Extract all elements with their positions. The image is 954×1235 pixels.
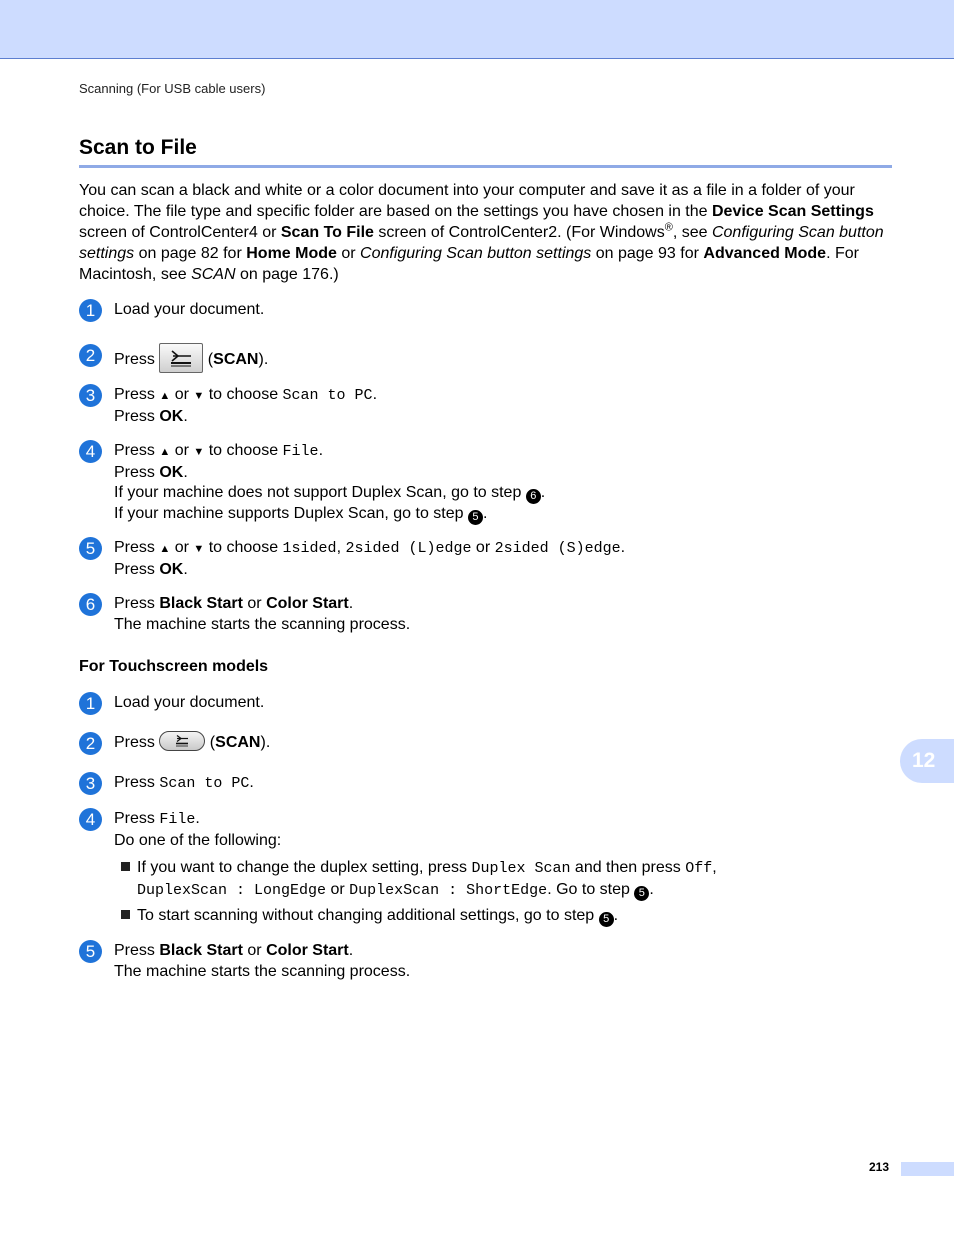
touchscreen-heading: For Touchscreen models: [79, 658, 269, 675]
ok-key-label: OK: [159, 463, 184, 481]
intro-text: on page 82 for: [134, 245, 247, 262]
step-reference-badge: 5: [634, 886, 649, 901]
step-body: [114, 594, 410, 635]
page-number: 213: [869, 1160, 890, 1174]
black-start-label: Black Start: [159, 942, 243, 959]
black-start-label: Black Start: [159, 595, 243, 612]
running-head: Scanning (For USB cable users): [79, 81, 266, 96]
intro-text: or: [336, 245, 361, 262]
step-text: .: [183, 560, 188, 578]
intro-text: screen of ControlCenter4 or: [79, 224, 281, 241]
color-start-label: Color Start: [266, 942, 349, 959]
ok-key-label: OK: [159, 560, 184, 578]
step-text: (: [203, 351, 214, 369]
step-text: .: [348, 595, 354, 612]
up-arrow-icon: ▲: [159, 446, 171, 458]
step-text: or: [471, 539, 495, 556]
step-body: [114, 809, 281, 851]
up-arrow-icon: ▲: [159, 390, 171, 402]
step-text: Press: [114, 442, 155, 459]
step-text: The machine starts the scanning process.: [114, 962, 411, 980]
step-text: If your machine supports Duplex Scan, go to step: [114, 505, 468, 522]
lcd-option: Duplex Scan: [471, 860, 571, 877]
registered-mark: ®: [664, 221, 673, 234]
step-text: .: [318, 442, 324, 459]
step-text: Press: [114, 810, 160, 827]
step-text: ).: [258, 351, 269, 369]
intro-link-config-1: Configuring Scan button settings: [79, 224, 884, 262]
step-text: Press: [114, 560, 160, 578]
step-reference-badge: 5: [468, 510, 483, 525]
intro-bold-advanced-mode: Advanced Mode: [703, 245, 827, 262]
step-text: .: [613, 907, 619, 924]
up-arrow-icon: ▲: [159, 543, 171, 555]
scan-key-label: SCAN: [215, 734, 261, 752]
section-title: Scan to File: [79, 136, 197, 159]
step-body: [114, 441, 545, 525]
step-text: or: [242, 942, 267, 959]
step-text: or: [170, 539, 194, 556]
step-body: [114, 941, 410, 982]
step-text: Press: [114, 407, 160, 425]
chapter-tab: 12: [900, 739, 954, 783]
lcd-option: 2sided (L)edge: [345, 540, 472, 557]
step-text: . Go to step: [547, 880, 635, 898]
intro-bold-scan-to-file: Scan To File: [280, 224, 374, 241]
lcd-option: File: [282, 443, 319, 460]
step-text: or: [242, 595, 267, 612]
step-number-badge: 1: [79, 299, 102, 322]
lcd-option: DuplexScan : LongEdge: [137, 881, 327, 899]
step-text: or: [326, 880, 350, 898]
step-text: .: [183, 463, 188, 481]
step-text: .: [649, 880, 654, 898]
step-text: Do one of the following:: [114, 831, 282, 849]
lcd-option: Scan to PC: [159, 775, 250, 792]
intro-link-config-2: Configuring Scan button settings: [360, 245, 592, 262]
step-text: Press: [114, 942, 160, 959]
lcd-option: Off: [685, 860, 713, 877]
bullet-square-icon: [121, 862, 130, 871]
step-number-badge: 3: [79, 772, 102, 795]
step-text: or: [170, 442, 194, 459]
step-text: .: [348, 942, 354, 959]
step-text: Load your document.: [114, 301, 265, 318]
lcd-option: Scan to PC: [282, 387, 373, 404]
intro-text: on page 176.): [235, 266, 339, 283]
step-text: .: [540, 484, 546, 501]
step-text: Press: [114, 595, 160, 612]
scan-key-icon: [159, 343, 203, 373]
step-text: .: [482, 505, 488, 522]
step-text: to choose: [204, 386, 283, 403]
step-text: .: [620, 539, 626, 556]
step-text: ).: [260, 734, 271, 752]
step-text: .: [195, 810, 200, 827]
intro-link-scan: SCAN: [191, 266, 236, 283]
intro-text: , see: [672, 224, 712, 241]
step-body: [114, 733, 270, 754]
step-body: [114, 773, 254, 795]
title-rule: [79, 165, 892, 168]
step-text: and then press: [570, 859, 686, 876]
step-text: (: [205, 734, 216, 752]
step-number-badge: 4: [79, 808, 102, 831]
bullet-square-icon: [121, 910, 130, 919]
step-number-badge: 2: [79, 732, 102, 755]
down-arrow-icon: ▼: [193, 543, 205, 555]
step-number-badge: 1: [79, 692, 102, 715]
step-body: [114, 345, 268, 375]
step-reference-badge: 6: [526, 489, 541, 504]
intro-text: on page 93 for: [591, 245, 704, 262]
step-text: Press: [114, 774, 160, 791]
step-text: If you want to change the duplex setting, press: [137, 859, 472, 876]
down-arrow-icon: ▼: [193, 446, 205, 458]
step-text: If your machine does not support Duplex Scan, go to step: [114, 484, 526, 501]
bullet-start-scanning: [121, 906, 618, 927]
step-text: .: [372, 386, 378, 403]
step-body: [114, 538, 625, 580]
scan-key-label: SCAN: [213, 351, 259, 369]
step-number-badge: 6: [79, 593, 102, 616]
page-number-bar: [901, 1162, 954, 1176]
step-text: ,: [336, 539, 346, 556]
step-number-badge: 3: [79, 384, 102, 407]
step-text: Press: [114, 386, 155, 403]
step-text: Press: [114, 539, 155, 556]
intro-bold-home-mode: Home Mode: [246, 245, 337, 262]
step-number-badge: 2: [79, 344, 102, 367]
step-text: or: [170, 386, 194, 403]
top-header-bar: [0, 0, 954, 59]
intro-paragraph: [79, 180, 894, 285]
step-text: to choose: [204, 539, 283, 556]
step-text: ,: [712, 859, 717, 876]
step-text: .: [183, 407, 188, 425]
step-text: Press: [114, 463, 160, 481]
intro-bold-device-scan-settings: Device Scan Settings: [712, 203, 874, 220]
step-text: Press: [114, 351, 155, 369]
step-text: Load your document.: [114, 694, 265, 711]
step-number-badge: 4: [79, 440, 102, 463]
lcd-option: File: [159, 811, 196, 828]
intro-text: screen of ControlCenter2. (For Windows: [373, 224, 665, 241]
step-number-badge: 5: [79, 537, 102, 560]
step-text: to choose: [204, 442, 283, 459]
lcd-option: DuplexScan : ShortEdge: [349, 881, 548, 899]
step-text: .: [249, 774, 254, 791]
lcd-option: 2sided (S)edge: [494, 540, 621, 557]
ok-key-label: OK: [159, 407, 184, 425]
step-body: [114, 385, 377, 427]
step-text: Press: [114, 734, 155, 752]
bullet-duplex-setting: [121, 858, 717, 901]
lcd-option: 1sided: [282, 540, 337, 557]
scan-touch-icon: [159, 731, 205, 751]
intro-text: You can scan a black and white or a color document into your computer and save it as a file in a folder of your choice. The file type and specific folder are based on the settings you have chosen in the: [79, 182, 855, 220]
intro-text: . For Macintosh, see: [79, 245, 859, 283]
step-text: The machine starts the scanning process.: [114, 615, 411, 633]
down-arrow-icon: ▼: [193, 390, 205, 402]
step-reference-badge: 5: [599, 912, 614, 927]
step-number-badge: 5: [79, 940, 102, 963]
color-start-label: Color Start: [266, 595, 349, 612]
step-text: To start scanning without changing additional settings, go to step: [137, 907, 599, 924]
